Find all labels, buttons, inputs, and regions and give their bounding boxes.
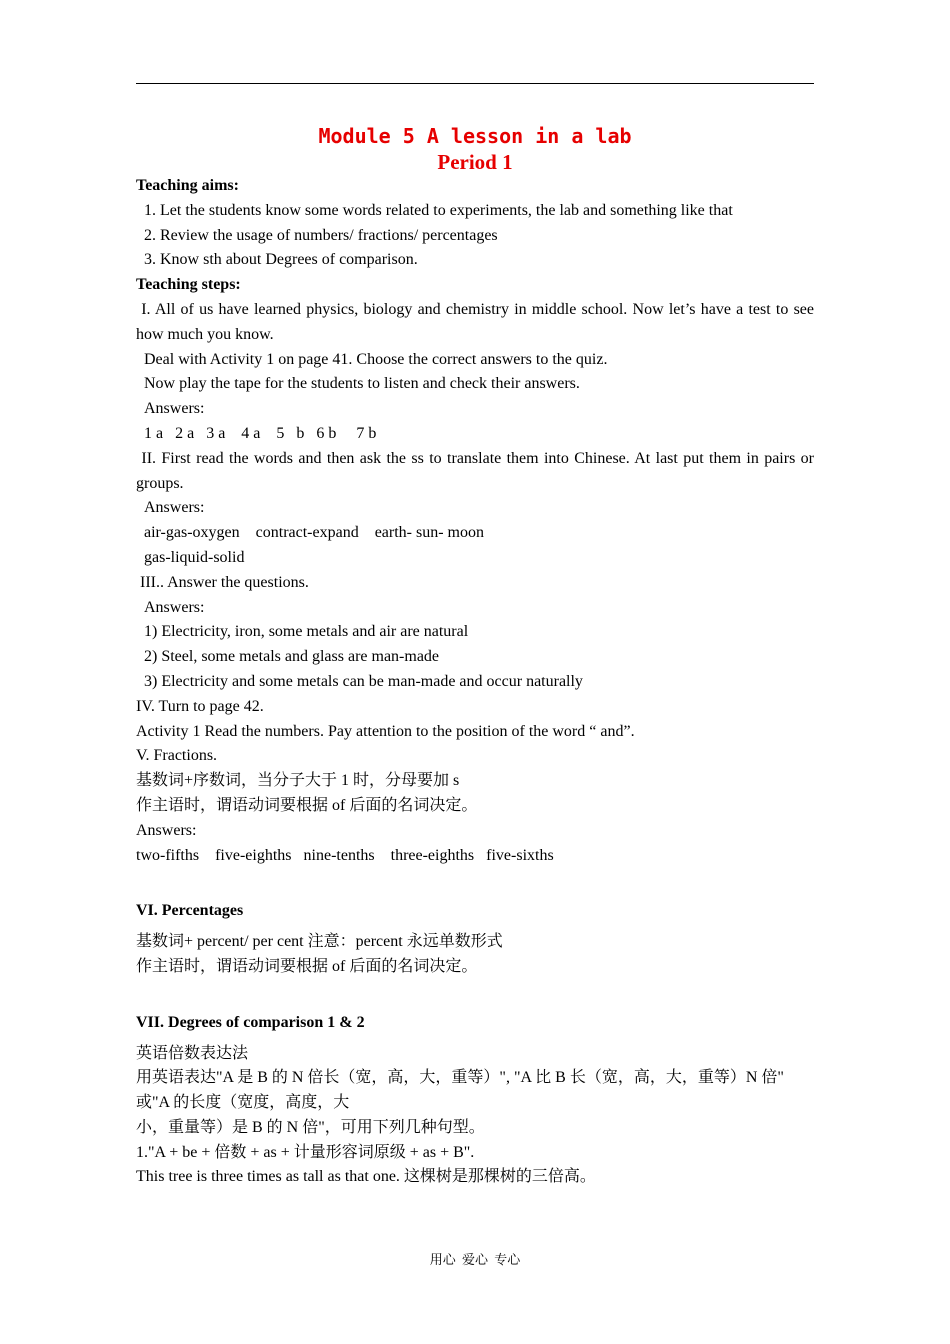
step-1-answers: Answers: <box>136 400 205 418</box>
step-3-answer-2: 2) Steel, some metals and glass are man-made <box>136 648 440 666</box>
aims-heading: Teaching aims: <box>136 177 239 194</box>
aim-3: 3. Know sth about Degrees of comparison. <box>136 251 418 269</box>
step-7-desc-1: 用英语表达"A 是 B 的 N 倍长（宽，高，大，重等）", "A 比 B 长（宽，高，大，重等）N 倍" 或"A 的长度（宽度，高度，大 <box>136 1069 788 1112</box>
document-body <box>136 174 819 1190</box>
step-2-words-1: air-gas-oxygen contract-expand earth- sun- moon <box>136 524 484 542</box>
period-title: Period 1 <box>437 150 513 174</box>
step-5: V. Fractions. <box>136 747 218 765</box>
spacer <box>136 868 814 899</box>
step-3-answers: Answers: <box>136 598 205 616</box>
spacer <box>136 980 814 1011</box>
steps-heading: Teaching steps: <box>136 276 241 294</box>
step-1: I. All of us have learned physics, biology and chemistry in middle school. Now let’s have a test to see how much you know. <box>136 300 819 343</box>
step-6-rule-1: 基数词+ percent/ per cent 注意：percent 永远单数形式 <box>136 933 503 951</box>
step-3-answer-3: 3) Electricity and some metals can be man-made and occur naturally <box>136 672 583 690</box>
step-7-example-1: This tree is three times as tall as that one. 这棵树是那棵树的三倍高。 <box>136 1168 596 1186</box>
step-1-b: Now play the tape for the students to listen and check their answers. <box>136 375 580 393</box>
step-5-answer-list: two-fifths five-eighths nine-tenths three-eighths five-sixths <box>136 846 554 864</box>
module-title: Module 5 A lesson in a lab <box>318 124 632 148</box>
step-3-answer-1: 1) Electricity, iron, some metals and air are natural <box>136 623 469 641</box>
aim-1: 1. Let the students know some words related to experiments, the lab and something like that <box>136 201 733 219</box>
step-6: VI. Percentages <box>136 902 244 920</box>
step-3: III.. Answer the questions. <box>136 573 309 591</box>
step-4: IV. Turn to page 42. <box>136 697 264 715</box>
aim-2: 2. Review the usage of numbers/ fractions/ percentages <box>136 226 498 244</box>
step-2-words-2: gas-liquid-solid <box>136 548 245 566</box>
step-1-answer-list: 1 a 2 a 3 a 4 a 5 b 6 b 7 b <box>136 424 377 442</box>
step-5-answers: Answers: <box>136 821 197 839</box>
header-rule <box>136 83 814 84</box>
step-1-a: Deal with Activity 1 on page 41. Choose the correct answers to the quiz. <box>136 350 608 368</box>
step-5-rule-1: 基数词+序数词，当分子大于 1 时，分母要加 s <box>136 772 460 790</box>
step-6-rule-2: 作主语时，谓语动词要根据 of 后面的名词决定。 <box>136 957 478 975</box>
step-7-heading: 英语倍数表达法 <box>136 1044 249 1062</box>
step-7: VII. Degrees of comparison 1 & 2 <box>136 1013 365 1031</box>
step-2: II. First read the words and then ask the ss to translate them into Chinese. At last put them in pairs or groups. <box>136 449 818 492</box>
step-5-rule-2: 作主语时，谓语动词要根据 of 后面的名词决定。 <box>136 796 478 814</box>
step-7-pattern-1: 1."A + be + 倍数 + as + 计量形容词原级 + as + B". <box>136 1143 475 1161</box>
step-2-answers: Answers: <box>136 499 205 517</box>
step-7-desc-2: 小，重量等）是 B 的 N 倍"，可用下列几种句型。 <box>136 1118 485 1136</box>
step-4-activity: Activity 1 Read the numbers. Pay attention to the position of the word “ and”. <box>136 722 635 740</box>
page-footer: 用心 爱心 专心 <box>429 1252 521 1267</box>
